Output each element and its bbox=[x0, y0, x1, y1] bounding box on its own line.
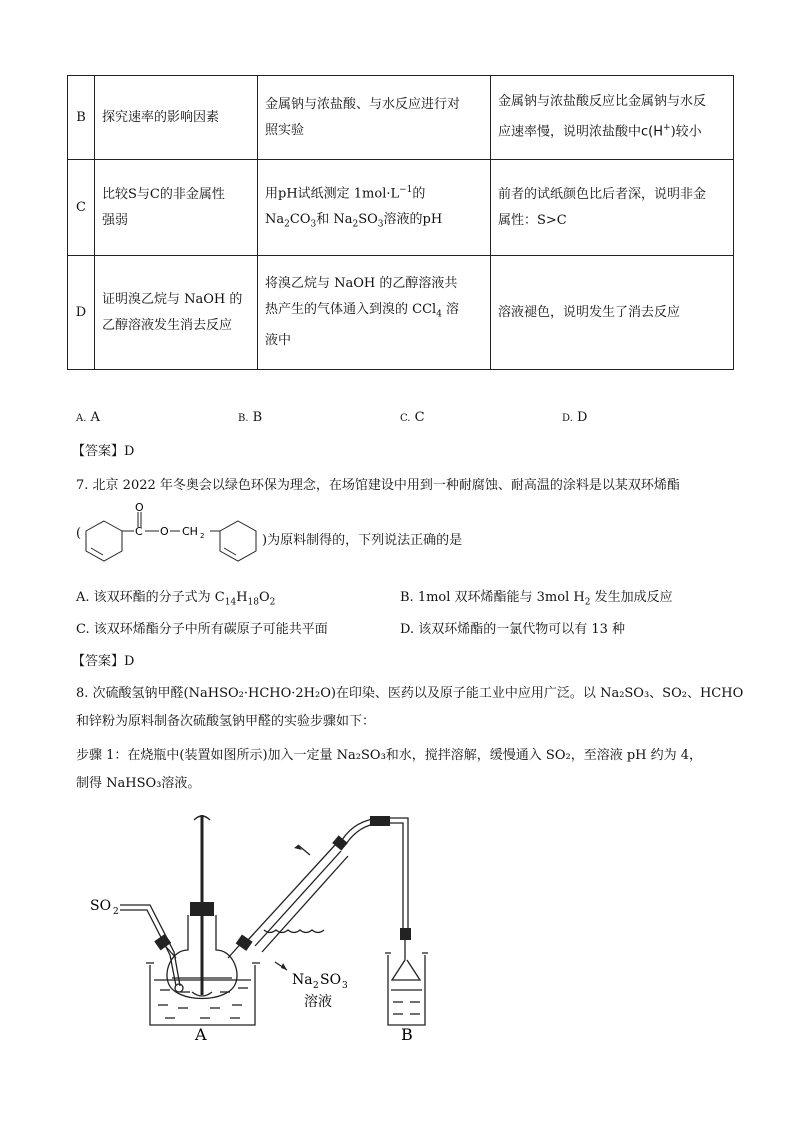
operation-cell: 金属钠与浓盐酸、与水反应进行对 照实验 bbox=[258, 76, 491, 160]
apparatus-a-label: A bbox=[195, 1025, 207, 1044]
open-paren: ( bbox=[76, 526, 82, 541]
q7-option-d: D. 该双环烯酯的一氯代物可以有 13 种 bbox=[400, 622, 626, 637]
table-row bbox=[68, 76, 734, 160]
na2so3-label: Na bbox=[292, 972, 313, 988]
na2so3-sub2: 3 bbox=[342, 981, 348, 991]
option-c: C. C bbox=[400, 410, 425, 425]
apparatus-b-label: B bbox=[401, 1025, 413, 1044]
purpose-cell: 证明溴乙烷与 NaOH 的 乙醇溶液发生消去反应 bbox=[95, 256, 258, 370]
methylene-subscript: 2 bbox=[200, 532, 205, 540]
so2-label: SO bbox=[90, 898, 112, 914]
option-a: A. A bbox=[76, 410, 100, 425]
carbonyl-carbon: C bbox=[135, 525, 143, 538]
result-cell: 前者的试纸颜色比后者深，说明非金 属性：S>C bbox=[491, 160, 734, 256]
na2so3-sub1: 2 bbox=[313, 981, 319, 991]
question-8-step-1: 步骤 1：在烧瓶中(装置如图所示)加入一定量 Na₂SO₃和水，搅拌溶解，缓慢通入 SO₂，至溶液 pH 约为 4， bbox=[76, 748, 703, 763]
table-row bbox=[68, 160, 734, 256]
row-letter: B bbox=[68, 76, 95, 160]
question-8-line-2: 和锌粉为原料制备次硫酸氢钠甲醛的实验步骤如下： bbox=[76, 714, 376, 729]
question-7-stem: 7. 北京 2022 年冬奥会以绿色环保为理念，在场馆建设中用到一种耐腐蚀、耐高温的涂料是以某双环烯酯 bbox=[76, 478, 680, 493]
question-8-line-1: 8. 次硫酸氢钠甲醛(NaHSO₂·HCHO·2H₂O)在印染、医药以及原子能工业中应用广泛。以 Na₂SO₃、SO₂、HCHO bbox=[76, 686, 744, 701]
purpose-cell: 比较S与C的非金属性 强弱 bbox=[95, 160, 258, 256]
q7-option-a: A. 该双环酯的分子式为 $C_{14}H_{18}O_2$ bbox=[76, 590, 276, 608]
ester-oxygen: O bbox=[160, 525, 169, 538]
q7-option-c: C. 该双环烯酯分子中所有碳原子可能共平面 bbox=[76, 622, 328, 637]
row-letter: C bbox=[68, 160, 95, 256]
answer-6: 【答案】D bbox=[72, 444, 135, 459]
answer-7: 【答案】D bbox=[72, 654, 135, 669]
option-b: B. B bbox=[238, 410, 263, 425]
option-d: D. D bbox=[562, 410, 588, 425]
so2-subscript: 2 bbox=[113, 907, 119, 917]
q7-option-b: B. 1mol 双环烯酯能与 3mol $H_2$ 发生加成反应 bbox=[400, 590, 673, 608]
methylene-label: CH bbox=[182, 525, 198, 538]
row-letter: D bbox=[68, 256, 95, 370]
result-cell: 金属钠与浓盐酸反应比金属钠与水反 应速率慢，说明浓盐酸中c(H+)较小 bbox=[491, 76, 734, 160]
operation-cell: 将溴乙烷与 NaOH 的乙醇溶液共 热产生的气体通入到溴的 CCl$_4$ 溶 液中 bbox=[258, 256, 491, 370]
question-6-table bbox=[67, 75, 734, 370]
operation-cell: 用pH试纸测定 $1mol\cdot L^{-1}$的 $Na_2CO_3$和 $Na_2SO_3$溶液的pH bbox=[258, 160, 491, 256]
na2so3-label-2: SO bbox=[320, 972, 342, 988]
question-7-stem-end: )为原料制得的，下列说法正确的是 bbox=[262, 533, 463, 548]
table-row bbox=[68, 256, 734, 370]
bicyclic-ester-structure bbox=[82, 503, 262, 563]
result-cell: 溶液褪色，说明发生了消去反应 bbox=[491, 256, 734, 370]
question-8-step-1-cont: 制得 NaHSO₃溶液。 bbox=[76, 776, 201, 791]
solution-label: 溶液 bbox=[304, 994, 332, 1010]
purpose-cell: 探究速率的影响因素 bbox=[95, 76, 258, 160]
apparatus-figure bbox=[80, 800, 440, 1050]
carbonyl-oxygen: O bbox=[135, 503, 144, 514]
